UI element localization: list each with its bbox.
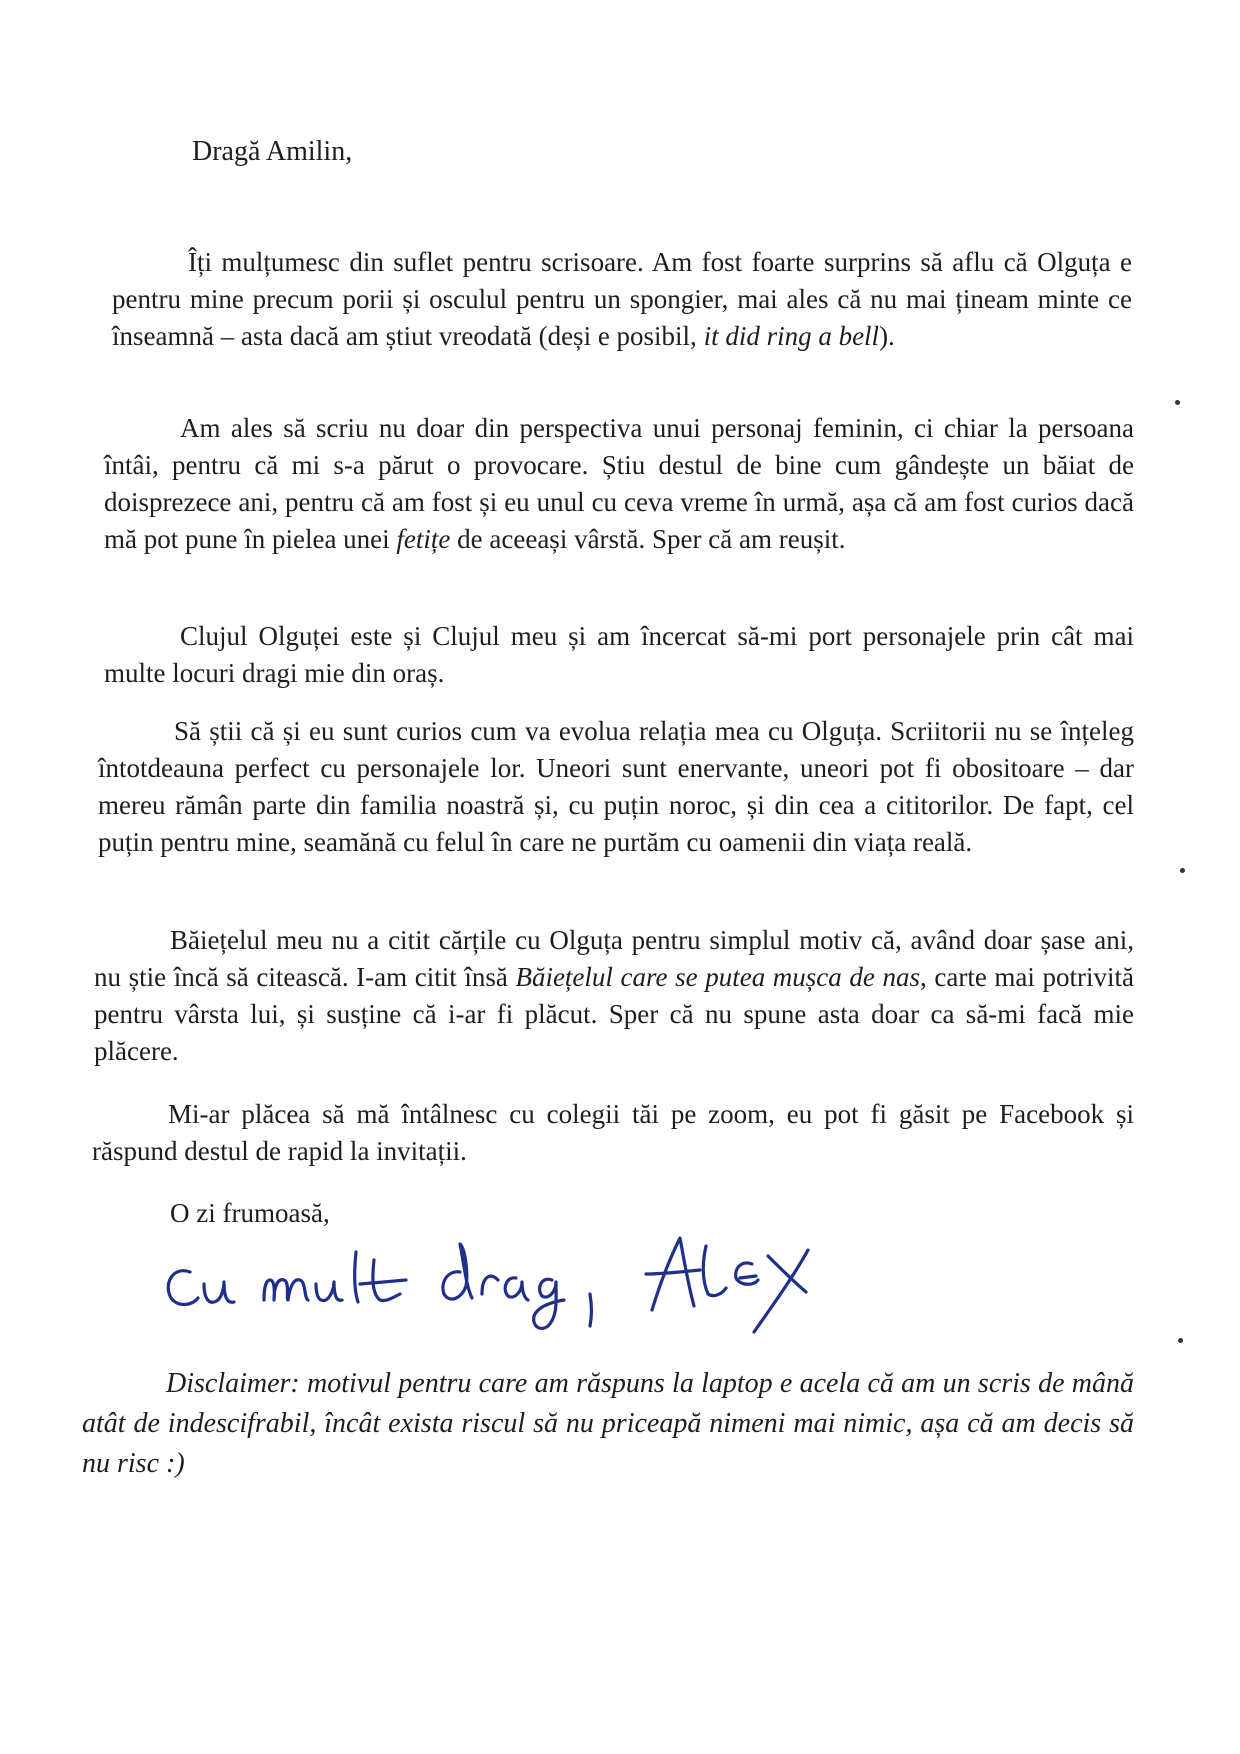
paragraph-italic: Băiețelul care se putea mușca de nas (515, 962, 920, 992)
paragraph-italic: it did ring a bell (703, 321, 880, 351)
paragraph-zoom (92, 1096, 1134, 1170)
scan-speck (1175, 400, 1180, 405)
paragraph-text-after: ). (879, 321, 895, 351)
paragraph-son (94, 922, 1134, 1070)
handwritten-signature (160, 1220, 820, 1340)
paragraph-cluj (104, 618, 1134, 692)
paragraph-text-after: de aceeași vârstă. Sper că am reușit. (450, 524, 846, 554)
scan-speck (1178, 1338, 1183, 1343)
paragraph-relationship (98, 713, 1134, 861)
closing-line: O zi frumoasă, (170, 1198, 330, 1228)
paragraph-italic: fetițe (396, 524, 451, 554)
paragraph-text: Să știi că și eu sunt curios cum va evolua relația mea cu Olguța. Scriitorii nu se înțeleg întotdeauna perfect cu personajele lor. Uneori sunt enervante, uneori pot fi obositoare – dar mereu rămân parte din familia noastră și, cu puțin noroc, și din cea a cititorilor. De fapt, cel puțin pentru mine, seamănă cu felul în care ne purtăm cu oamenii din viața reală. (98, 716, 1134, 857)
paragraph-text: Clujul Olguței este și Clujul meu și am încercat să-mi port personajele prin cât mai multe locuri dragi mie din oraș. (104, 621, 1134, 688)
paragraph-text: Am ales să scriu nu doar din perspectiva unui personaj feminin, ci chiar la persoana întâi, pentru că mi s-a părut o provocare. Știu destul de bine cum gândește un băiat de doisprezece ani, pentru că am fost și eu unul cu ceva vreme în urmă, așa că am fost curios dacă mă pot pune în pielea unei (104, 413, 1134, 554)
disclaimer: Disclaimer: motivul pentru care am răspuns la laptop e acela că am un scris de mână atât de indescifrabil, încât exista riscul să nu priceapă nimeni mai nimic, așa că am decis să nu risc :) (82, 1368, 1134, 1479)
paragraph-perspective (104, 410, 1134, 558)
paragraph-text: Băiețelul meu nu a citit cărțile cu Olguța pentru simplul motiv că, având doar șase ani, nu știe încă să citească. I-am citit însă (94, 925, 1134, 992)
greeting: Dragă Amilin, (192, 136, 353, 167)
scan-speck (1180, 868, 1185, 873)
paragraph-text: Mi-ar plăcea să mă întâlnesc cu colegii tăi pe zoom, eu pot fi găsit pe Facebook și răspund destul de rapid la invitații. (92, 1099, 1134, 1166)
paragraph-text-after: , carte mai potrivită pentru vârsta lui, și susține că i-ar fi plăcut. Sper că nu spune asta doar ca să-mi facă mie plăcere. (94, 962, 1134, 1066)
paragraph-thanks (112, 244, 1132, 355)
paragraph-text: Îți mulțumesc din suflet pentru scrisoare. Am fost foarte surprins să aflu că Olguța e pentru mine precum porii și osculul pentru un spongier, mai ales că nu mai țineam minte ce înseamnă – asta dacă am știut vreodată (deși e posibil, (112, 247, 1132, 351)
